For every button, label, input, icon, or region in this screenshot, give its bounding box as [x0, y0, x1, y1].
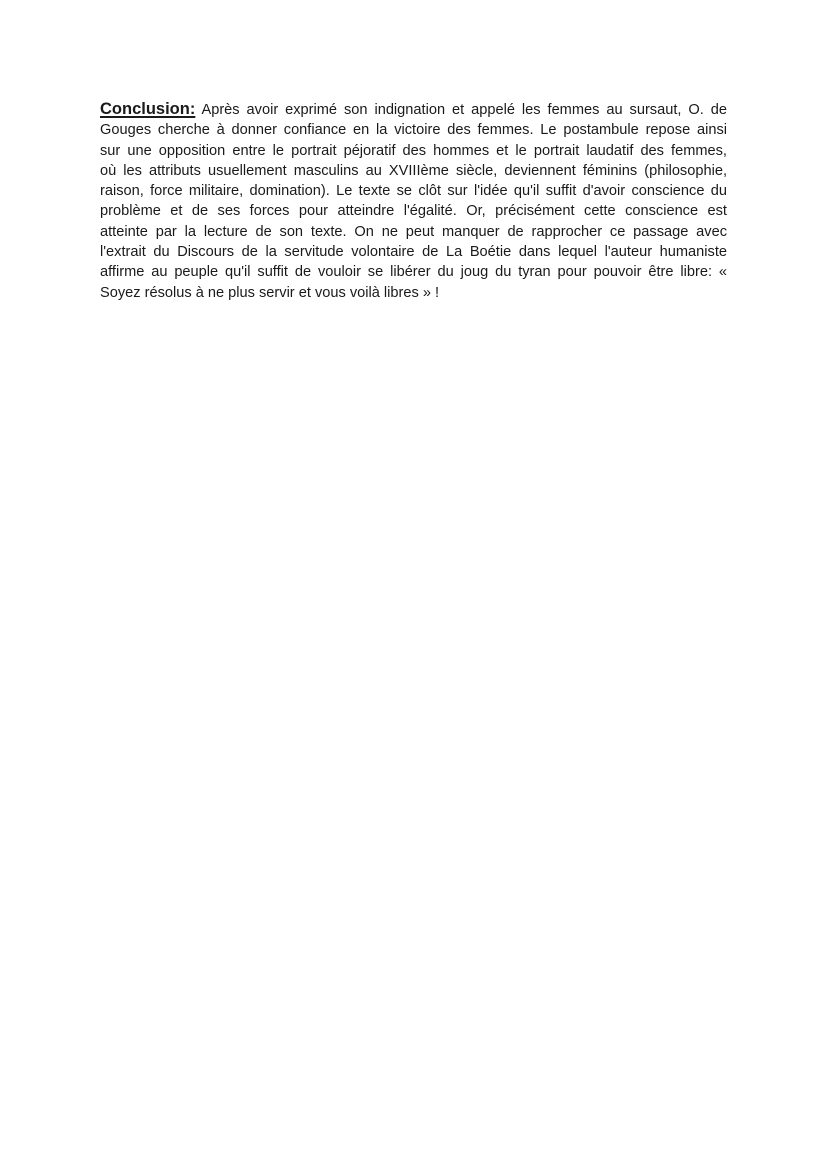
- paragraph-line: [100, 99, 727, 120]
- paragraph-line: Soyez résolus à ne plus servir et vous voilà libres » !: [100, 284, 440, 301]
- paragraph-line: où les attributs usuellement masculins au XVIIIème siècle, deviennent féminins (philosophie,: [100, 162, 727, 179]
- paragraph-line: problème et de ses forces pour atteindre l'égalité. Or, précisément cette conscience est: [100, 203, 727, 220]
- paragraph-line: Gouges cherche à donner confiance en la victoire des femmes. Le postambule repose ainsi: [100, 122, 727, 139]
- paragraph-line: sur une opposition entre le portrait péjoratif des hommes et le portrait laudatif des femmes,: [100, 142, 727, 159]
- paragraph-line-text: Après avoir exprimé son indignation et appelé les femmes au sursaut, O. de: [195, 102, 727, 118]
- paragraph-line: atteinte par la lecture de son texte. On ne peut manquer de rapprocher ce passage avec: [100, 223, 727, 240]
- paragraph-line: affirme au peuple qu'il suffit de vouloir se libérer du joug du tyran pour pouvoir être libre: «: [100, 264, 727, 281]
- paragraph-line: raison, force militaire, domination). Le texte se clôt sur l'idée qu'il suffit d'avoir conscience du: [100, 183, 727, 200]
- conclusion-heading: Conclusion:: [100, 100, 196, 118]
- conclusion-paragraph: [100, 99, 727, 303]
- paragraph-line: l'extrait du Discours de la servitude volontaire de La Boétie dans lequel l'auteur humaniste: [100, 244, 727, 261]
